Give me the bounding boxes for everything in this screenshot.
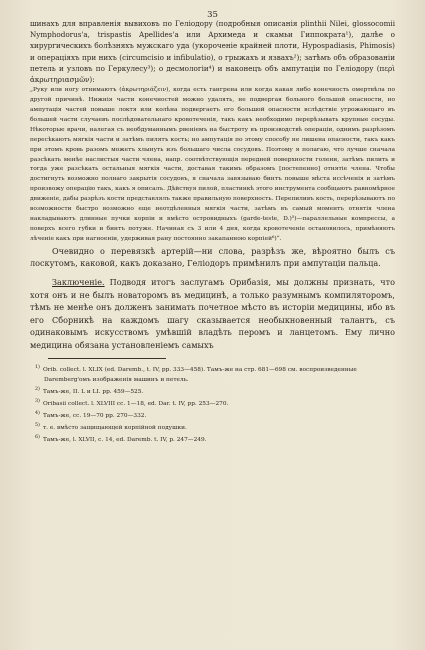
footnote-number: 3) <box>35 399 40 405</box>
footnotes <box>30 363 395 445</box>
footnote-text: Oribasii collect. l. XLVIII cc. 1—18, ed. Dar. t. IV, pp. 253—270. <box>42 401 229 408</box>
footnote <box>30 385 395 397</box>
paragraph-arteries: Очевидно о перевязкѣ артерій—ни слова, разрѣзъ же, вѣроятно былъ съ лоскутомъ, каковой, какъ доказано, Геліодоръ примѣнилъ при ампутаціи пальца. <box>30 245 395 269</box>
footnote-text: Тамъ-же, II. L и LI. pp. 459—525. <box>42 389 144 396</box>
body-text <box>30 18 395 351</box>
footnote-divider <box>48 358 166 359</box>
page-number: 35 <box>207 10 218 20</box>
footnote-number: 1) <box>35 365 40 371</box>
footnote-number: 2) <box>35 387 40 393</box>
paragraph-machines: шинахъ для вправленія вывиховъ по Геліодору (подробныя описанія plinthii Nilei, glossocomii Nymphodorus'a, trispastis Apellides'a или Архимеда и скамьи Гиппократа¹), далѣе о хирургическихъ болѣзняхъ мужскаго уда (укороченіе крайней плоти, Hypospadiasis, Phimosis) и операціяхъ при нихъ (circumcisio и infibulatio), о грыжахъ и язвахъ²); затѣмъ объ образованіи петель и узловъ по Геркулесу³); о десмологіи⁴) и наконецъ объ ампутаціи по Геліодору (περὶ ἀκρωτηριασμῶν): <box>30 19 395 85</box>
footnote <box>30 409 395 421</box>
footnote <box>30 363 395 385</box>
conclusion-paragraph <box>30 276 395 352</box>
footnote <box>30 421 395 433</box>
footnote-text: Orib. collect. l. XLIX (ed. Daremb., t. IV, pp. 333—458). Тамъ-же на стр. 681—698 см. воспроизведенные Daremberg'омъ изображенія машинъ и петель. <box>42 367 357 384</box>
footnote-number: 6) <box>35 435 40 441</box>
footnote-number: 4) <box>35 411 40 417</box>
footnote-number: 5) <box>35 423 40 429</box>
footnote <box>30 433 395 445</box>
footnote-text: Тамъ-же, cc. 19—70 pp. 270—332. <box>42 413 147 420</box>
footnote-text: т. е. вмѣсто защищающей корпійной подушки. <box>42 425 187 432</box>
footnote <box>30 397 395 409</box>
conclusion-text: Подводя итогъ заслугамъ Орибазія, мы должны признать, что хотя онъ и не былъ новаторомъ въ медицинѣ, а только разумнымъ компиляторомъ, тѣмъ не менѣе онъ долженъ занимать почетное мѣсто въ исторіи медицины, ибо въ его Сборникѣ на каждомъ шагу сказывается необыкновенный талантъ, съ одинаковымъ искусствомъ умѣвшій владѣть перомъ и ланцетомъ. Ему лично медицина обязана установленіемъ самыхъ <box>30 276 395 350</box>
footnote-text: Тамъ-же, l. XLVII, c. 14, ed. Daremb. t. IV, p. 247—249. <box>42 437 207 443</box>
amputation-quote: „Руку или ногу отнимаютъ (ἀκρωτηριάζειν), когда есть гангрена или когда какая либо конечность омертвѣла по другой причинѣ. Нижнія части конечностей можно удалять, не подвергая больного большой опасности, но ампутація частей повыше локтя или колѣна подвергаетъ его большой опасности вслѣдствіе угрожающаго въ большей части случаевъ послѣдовательнаго кровотеченія, такъ какъ необходимо перерѣзывать крупные сосуды. Нѣкоторые врачи, налегая съ необдуманнымъ рвеніемъ на быстроту въ производствѣ операціи, однимъ разрѣзомъ пересѣкаютъ мягкія части и затѣмъ пилятъ кость; но ампутація по этому способу не лишена опасности, такъ какъ при этомъ кровь разомъ можетъ хлынуть изъ большаго числа сосудовъ. Поэтому я полагаю, что лучше сначала разсѣкать менѣе наслистыя части члена, напр. соотвѣтствующія передней поверхности голени, затѣмъ пилить и тогда уже разсѣкать остальныя мягкія части, доставая такимъ образомъ [постепенно] отнятіе члена. Чтобы достигнуть возможно полнаго закрытія сосудовъ, я сначала завязываю бинтъ повыше мѣста иссѣченія и затѣмъ произвожу операцію такъ, какъ я описалъ. Дѣйствуя пилой, пластинкѣ этого инструмента сообщаютъ равномѣрное движеніе, дабы разрѣзъ кости представлялъ также правильную поверхность. Перепиливъ кость, перерѣзываютъ по возможности быстро возможно еще неотдѣленныя мягкія части, затѣмъ въ самый моментъ отнятія члена накладываютъ длинные пучки корпіи и вмѣсто островидныхъ (garde-teste, D.)⁵)—параллельные компрессы, а поверхъ всего губки и бинтъ потуже. Начиная съ 3 или 4 дня, когда кровотеченіе остановилось, примѣняютъ лѣченіе какъ при нагноеніи, удерживая рану постоянно закапанною корпіей⁶)“. <box>30 87 395 242</box>
conclusion-label: Заключеніе. <box>52 276 105 287</box>
